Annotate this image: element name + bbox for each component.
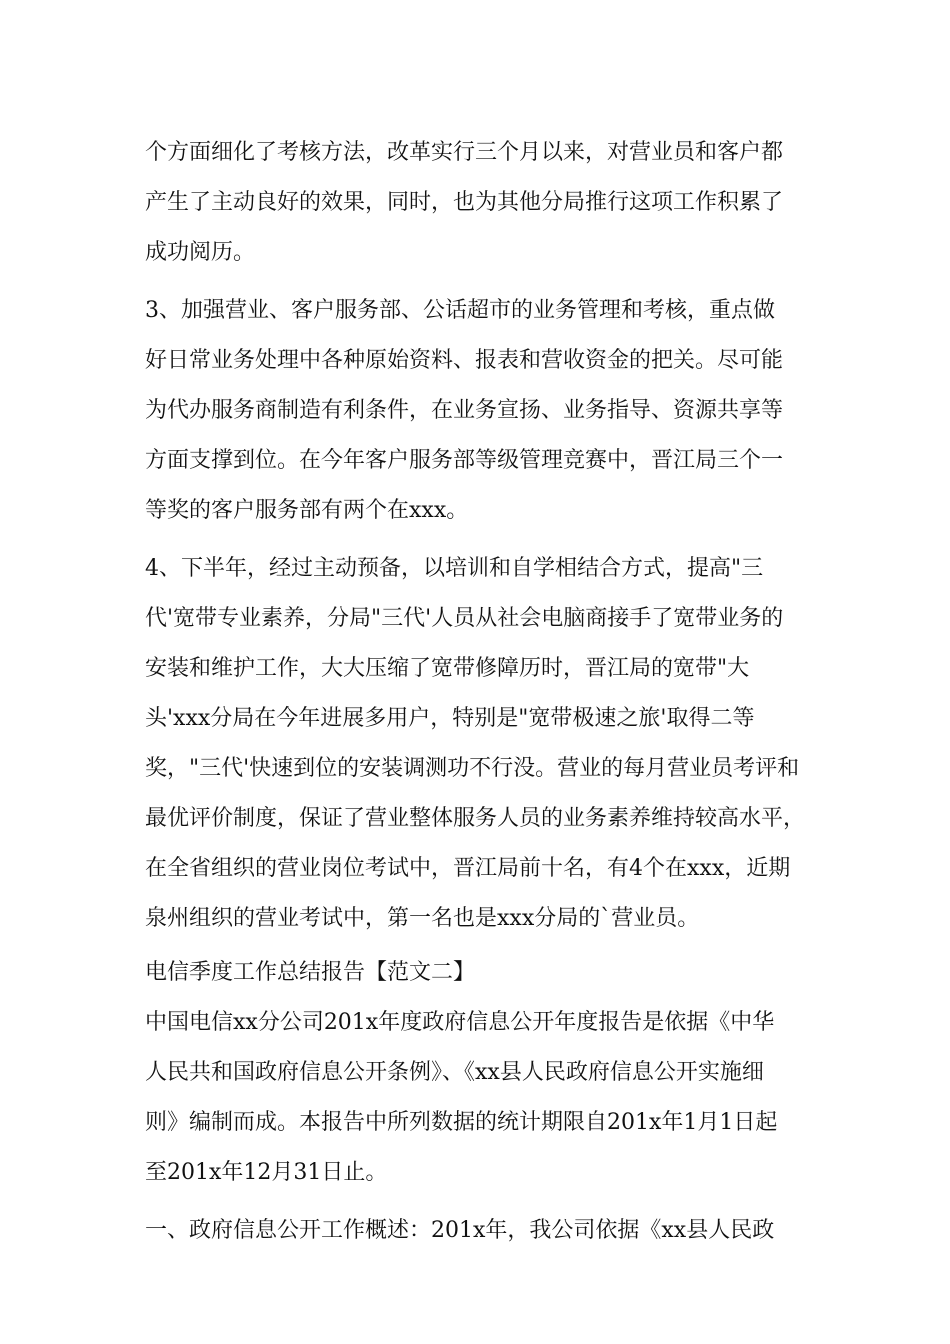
text-line: 方面支撑到位。在今年客户服务部等级管理竞赛中，晋江局三个一 <box>145 448 784 473</box>
text-line: 成功阅历。 <box>145 240 256 265</box>
text-line: 泉州组织的营业考试中，第一名也是xxx分局的`营业员。 <box>145 906 700 931</box>
paragraph-2 <box>145 286 815 536</box>
text-line: 头'xxx分局在今年进展多用户，特别是"宽带极速之旅'取得二等 <box>145 706 755 731</box>
paragraph-5 <box>145 1206 815 1256</box>
text-line: 为代办服务商制造有利条件，在业务宣扬、业务指导、资源共享等 <box>145 398 784 423</box>
text-line: 至201x年12月31日止。 <box>145 1160 388 1185</box>
paragraph-3 <box>145 544 815 944</box>
paragraph-1 <box>145 128 815 278</box>
document-body <box>145 128 815 1256</box>
text-line: 安装和维护工作，大大压缩了宽带修障历时，晋江局的宽带"大 <box>145 656 750 681</box>
heading-line: 电信季度工作总结报告【范文二】 <box>145 960 476 985</box>
text-line: 则》编制而成。本报告中所列数据的统计期限自201x年1月1日起 <box>145 1110 778 1135</box>
text-line: 人民共和国政府信息公开条例》、《xx县人民政府信息公开实施细 <box>145 1060 764 1085</box>
text-line: 奖，"三代'快速到位的安装调测功不行没。营业的每月营业员考评和 <box>145 756 800 781</box>
text-line: 好日常业务处理中各种原始资料、报表和营收资金的把关。尽可能 <box>145 348 784 373</box>
text-line: 代'宽带专业素养，分局"三代'人员从社会电脑商接手了宽带业务的 <box>145 606 784 631</box>
text-line: 产生了主动良好的效果，同时，也为其他分局推行这项工作积累了 <box>145 190 784 215</box>
text-line: 在全省组织的营业岗位考试中，晋江局前十名，有4个在xxx，近期 <box>145 856 791 881</box>
section-heading <box>145 948 815 998</box>
paragraph-4 <box>145 998 815 1198</box>
text-line: 最优评价制度，保证了营业整体服务人员的业务素养维持较高水平， <box>145 806 806 831</box>
text-line: 一、政府信息公开工作概述：201x年，我公司依据《xx县人民政 <box>145 1218 775 1243</box>
text-line: 中国电信xx分公司201x年度政府信息公开年度报告是依据《中华 <box>145 1010 775 1035</box>
text-line: 3、加强营业、客户服务部、公话超市的业务管理和考核，重点做 <box>145 298 775 323</box>
text-line: 4、下半年，经过主动预备，以培训和自学相结合方式，提高"三 <box>145 556 764 581</box>
text-line: 个方面细化了考核方法，改革实行三个月以来，对营业员和客户都 <box>145 140 784 165</box>
text-line: 等奖的客户服务部有两个在xxx。 <box>145 498 469 523</box>
